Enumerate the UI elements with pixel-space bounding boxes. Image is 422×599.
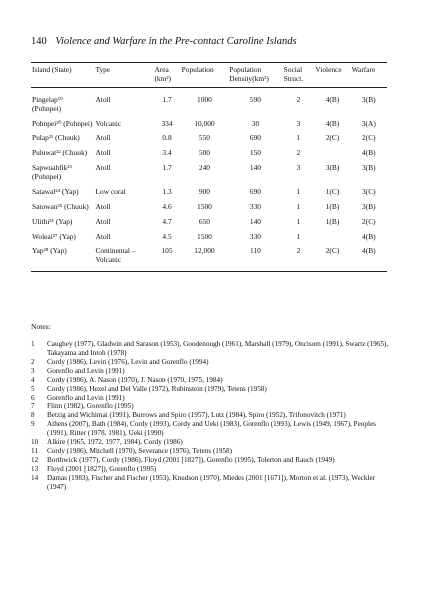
column-header: Island (State): [31, 63, 94, 88]
note-item: [31, 385, 391, 394]
note-item: [31, 474, 391, 492]
note-text: Gorenflo and Levin (1991): [47, 393, 125, 402]
note-text: Floyd (2001 [1827]), Gorenflo (1995): [47, 464, 157, 473]
note-number: 4: [31, 375, 35, 384]
note-number: 5: [31, 384, 35, 393]
table-cell: 1: [296, 216, 301, 226]
note-number: 1: [31, 340, 35, 348]
note-item: [31, 394, 391, 403]
note-number: 14: [31, 473, 39, 482]
note-text: Alkire (1965, 1972, 1977, 1984), Cordy (1986): [47, 438, 183, 447]
note-item: [31, 447, 391, 456]
note-text: Gorenflo and Levin (1991): [47, 366, 125, 375]
table-cell: [314, 147, 350, 162]
note-text: Caughey (1977), Gladwin and Sarason (1953), Goodenough (1961), Marshall (1979), Oncisom (1991), Swartz (1965), Takayama and Intoh (1978): [47, 340, 389, 357]
table-cell: 30: [251, 118, 260, 128]
table-cell: Pingelap¹⁹ (Pohnpei): [32, 94, 63, 113]
table-row: [31, 147, 387, 162]
column-header: Population Density(km²): [228, 63, 282, 88]
table-row: [31, 87, 387, 117]
table-row: [31, 231, 387, 246]
table-cell: 3(A): [361, 118, 376, 128]
table-cell: 140: [249, 216, 261, 226]
note-item: [31, 411, 391, 420]
note-item: [31, 358, 391, 367]
table-cell: 0.8: [162, 133, 172, 143]
note-text: Cordy (1986), A. Nason (1970), J. Nason (1970, 1975, 1984): [47, 375, 223, 384]
table-cell: 12,000: [181, 245, 229, 271]
table-cell: 2: [296, 94, 301, 104]
note-number: 6: [31, 393, 35, 402]
table-cell: 3(B): [362, 201, 376, 211]
table-cell: 3: [296, 118, 301, 128]
table-cell: Puluwat²² (Chuuk): [32, 148, 88, 158]
table-cell: 1: [296, 186, 301, 196]
table-row: [31, 201, 387, 216]
note-number: 12: [31, 455, 39, 464]
table-cell: 1000: [197, 94, 212, 104]
table-cell: 4.5: [162, 231, 172, 241]
table-cell: 330: [249, 231, 261, 241]
table-cell: 330: [249, 201, 261, 211]
table-cell: Satowan²⁵ (Chuuk): [32, 201, 89, 211]
note-text: Damas (1983), Fischer and Fischer (1953), Knudson (1970), Miedes (2001 [1671]), Morton et al. (1973), Weckler (1947): [47, 473, 376, 491]
table-cell: 3(C): [362, 186, 376, 196]
table-cell: Continental – Volcanic: [94, 245, 153, 271]
table-cell: Atoll: [95, 216, 111, 226]
column-header: Type: [94, 63, 153, 88]
table-cell: 1: [296, 133, 301, 143]
table-cell: Yap²⁸ (Yap): [31, 245, 94, 271]
column-header: Warfare: [351, 63, 387, 88]
table-cell: Pohnpei²⁰ (Pohnpei): [32, 118, 93, 128]
table-row: [31, 162, 387, 186]
table-cell: 590: [249, 94, 261, 104]
table-cell: 3(B): [362, 94, 376, 104]
table-row: [31, 132, 387, 147]
note-text: Borthwick (1977), Cordy (1986), Floyd (2001 [1827]), Gorenflo (1995), Tolerton and Rauch (1949): [47, 455, 335, 464]
table-cell: 3(B): [325, 163, 340, 173]
table-cell: 3: [296, 163, 301, 173]
table-row: [31, 216, 387, 231]
table-cell: 900: [198, 186, 210, 196]
table-cell: 4.6: [162, 201, 172, 211]
column-header: Social Struct.: [283, 63, 315, 88]
table-cell: Low coral: [95, 186, 126, 196]
note-item: [31, 456, 391, 465]
note-text: Flinn (1982), Gorenflo (1995): [47, 402, 134, 411]
notes-title: Notes:: [31, 322, 51, 331]
table-cell: 3.4: [162, 148, 172, 158]
table-cell: 1: [296, 201, 301, 211]
page-header: [31, 36, 297, 47]
table-cell: 1.7: [162, 163, 172, 173]
table-body: [31, 87, 387, 271]
notes-list: [31, 340, 391, 492]
table-cell: 1(B): [325, 201, 340, 211]
note-item: [31, 340, 391, 358]
note-text: Cordy (1986), Mitchell (1970), Severance (1976), Tetens (1958): [47, 447, 232, 456]
note-text: Betzig and Wichimai (1991), Burrows and Spiro (1957), Lutz (1984), Spiro (1952), Trifonovitch (1971): [47, 411, 346, 420]
note-text: Cordy (1986), Levin (1976), Levin and Gorenflo (1994): [47, 357, 209, 366]
table-cell: 2(C): [362, 216, 376, 226]
note-text: Cordy (1986), Hezel and Del Valle (1972), Rubinstein (1979), Tetens (1958): [47, 384, 267, 393]
table-cell: Atoll: [95, 163, 111, 173]
note-number: 8: [31, 411, 35, 420]
note-item: [31, 465, 391, 474]
note-item: [31, 402, 391, 411]
table-cell: 110: [228, 245, 282, 271]
table-cell: 1500: [197, 231, 212, 241]
table-cell: 550: [198, 133, 210, 143]
table-cell: 140: [249, 163, 261, 173]
table-cell: 4(B): [362, 231, 376, 241]
note-number: 13: [31, 464, 39, 473]
table-cell: Atoll: [95, 94, 111, 104]
note-text: Athens (2007), Bath (1984), Cordy (1993), Cordy and Ueki (1983), Gorenflo (1993), Lewis (1949, 1967), Peoples (1991), Ritter (1978, 1981), Ueki (1990): [47, 420, 376, 438]
note-item: [31, 367, 391, 376]
table-cell: [314, 231, 350, 246]
note-item: [31, 376, 391, 385]
table-cell: 2: [296, 148, 301, 158]
table-cell: Atoll: [95, 201, 111, 211]
note-number: 7: [31, 402, 35, 411]
table-cell: 1500: [197, 201, 212, 211]
table-cell: 650: [198, 216, 210, 226]
table-cell: 3(B): [362, 163, 376, 173]
note-number: 10: [31, 438, 39, 447]
table-row: [31, 245, 387, 271]
table-cell: Atoll: [95, 133, 111, 143]
table-cell: Atoll: [95, 231, 111, 241]
table-cell: 1.7: [162, 94, 172, 104]
table-cell: Sapwuahfik²³ (Pohnpei): [32, 163, 72, 181]
table-cell: 334: [161, 118, 173, 128]
page-number: 140: [31, 36, 47, 47]
table-cell: 1(B): [325, 216, 340, 226]
table-cell: Pulap²¹ (Chuuk): [32, 133, 80, 143]
column-header: Violence: [314, 63, 350, 88]
table-row: [31, 186, 387, 201]
table-cell: 2: [283, 245, 315, 271]
note-number: 2: [31, 357, 35, 366]
table-cell: Satawal²⁴ (Yap): [32, 186, 79, 196]
table-cell: 2(C): [314, 245, 350, 271]
table-cell: Volcanic: [95, 118, 122, 128]
table-cell: 105: [153, 245, 180, 271]
table-cell: 1: [296, 231, 301, 241]
running-title: Violence and Warfare in the Pre-contact Caroline Islands: [55, 36, 297, 47]
table-cell: 4(B): [325, 118, 340, 128]
table-header-row: [31, 63, 387, 88]
table-cell: 4(B): [325, 94, 340, 104]
table-cell: 1(C): [325, 186, 340, 196]
column-header: Population: [181, 63, 229, 88]
table-cell: Woleai²⁷ (Yap): [32, 231, 76, 241]
table-cell: 1.3: [162, 186, 172, 196]
note-item: [31, 438, 391, 447]
table-cell: Atoll: [95, 148, 111, 158]
table-cell: 690: [249, 133, 261, 143]
note-item: [31, 420, 391, 438]
table-cell: 10,000: [194, 118, 215, 128]
table-cell: 4.7: [162, 216, 172, 226]
table-row: [31, 118, 387, 133]
table-cell: 690: [249, 186, 261, 196]
table-cell: 2(C): [362, 133, 376, 143]
table-cell: 4(B): [362, 148, 376, 158]
column-header: Area (km²): [153, 63, 180, 88]
table-cell: Ulithi²⁶ (Yap): [32, 216, 73, 226]
table-cell: 500: [198, 148, 210, 158]
note-number: 3: [31, 366, 35, 375]
table-cell: 2(C): [325, 133, 340, 143]
island-data-table: [31, 62, 387, 272]
table-cell: 240: [198, 163, 210, 173]
table-cell: 150: [249, 148, 261, 158]
table-cell: 4(B): [351, 245, 387, 271]
note-number: 9: [31, 420, 35, 429]
note-number: 11: [31, 447, 38, 456]
